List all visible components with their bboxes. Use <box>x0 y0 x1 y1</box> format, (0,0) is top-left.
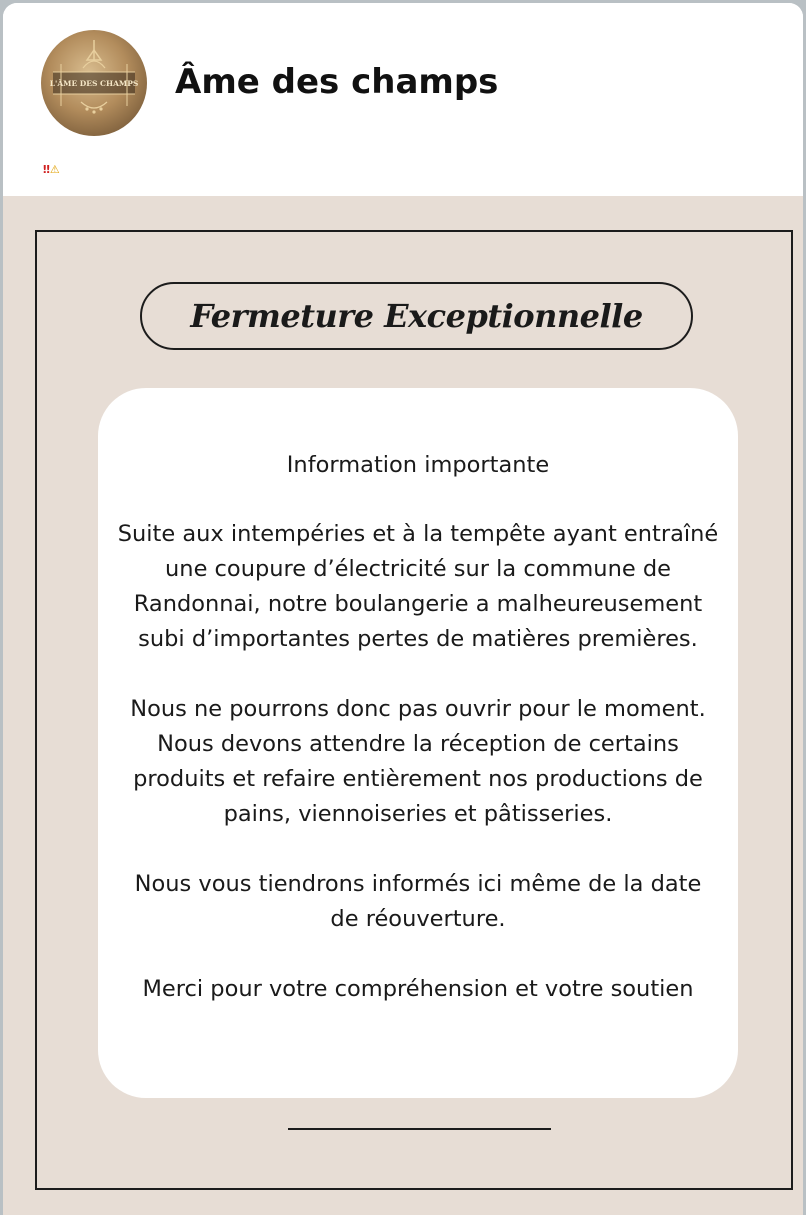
poster-title: Fermeture Exceptionnelle <box>190 297 643 335</box>
message-line: Suite aux intempéries et à la tempête ayant entraîné <box>117 521 719 547</box>
post-header <box>3 3 803 196</box>
post-caption <box>43 163 60 177</box>
warning-icon: ⚠ <box>49 163 60 176</box>
bakery-logo-icon <box>41 30 147 136</box>
avatar-logo-text: L'ÂME DES CHAMPS <box>49 79 139 88</box>
post-image[interactable] <box>3 196 803 1215</box>
message-line: produits et refaire entièrement nos productions de <box>133 766 703 792</box>
message-closing: Merci pour votre compréhension et votre soutien <box>142 976 694 1002</box>
message-line: Nous devons attendre la réception de certains <box>157 731 679 757</box>
message-line: une coupure d’électricité sur la commune de <box>165 556 671 582</box>
message-heading: Information importante <box>286 452 550 478</box>
double-exclamation-icon: ‼ <box>43 163 50 176</box>
message-box <box>98 388 738 1098</box>
bottom-divider <box>288 1128 551 1130</box>
page-name[interactable]: Âme des champs <box>175 62 499 102</box>
message-line: Nous ne pourrons donc pas ouvrir pour le moment. <box>130 696 706 722</box>
message-line: Nous vous tiendrons informés ici même de la date <box>134 871 702 897</box>
message-line: pains, viennoiseries et pâtisseries. <box>223 801 613 827</box>
message-line: subi d’importantes pertes de matières premières. <box>138 626 698 652</box>
avatar[interactable] <box>41 30 147 136</box>
message-line: de réouverture. <box>330 906 506 932</box>
title-pill <box>140 282 693 350</box>
post-card <box>3 3 803 1215</box>
message-line: Randonnai, notre boulangerie a malheureusement <box>133 591 703 617</box>
